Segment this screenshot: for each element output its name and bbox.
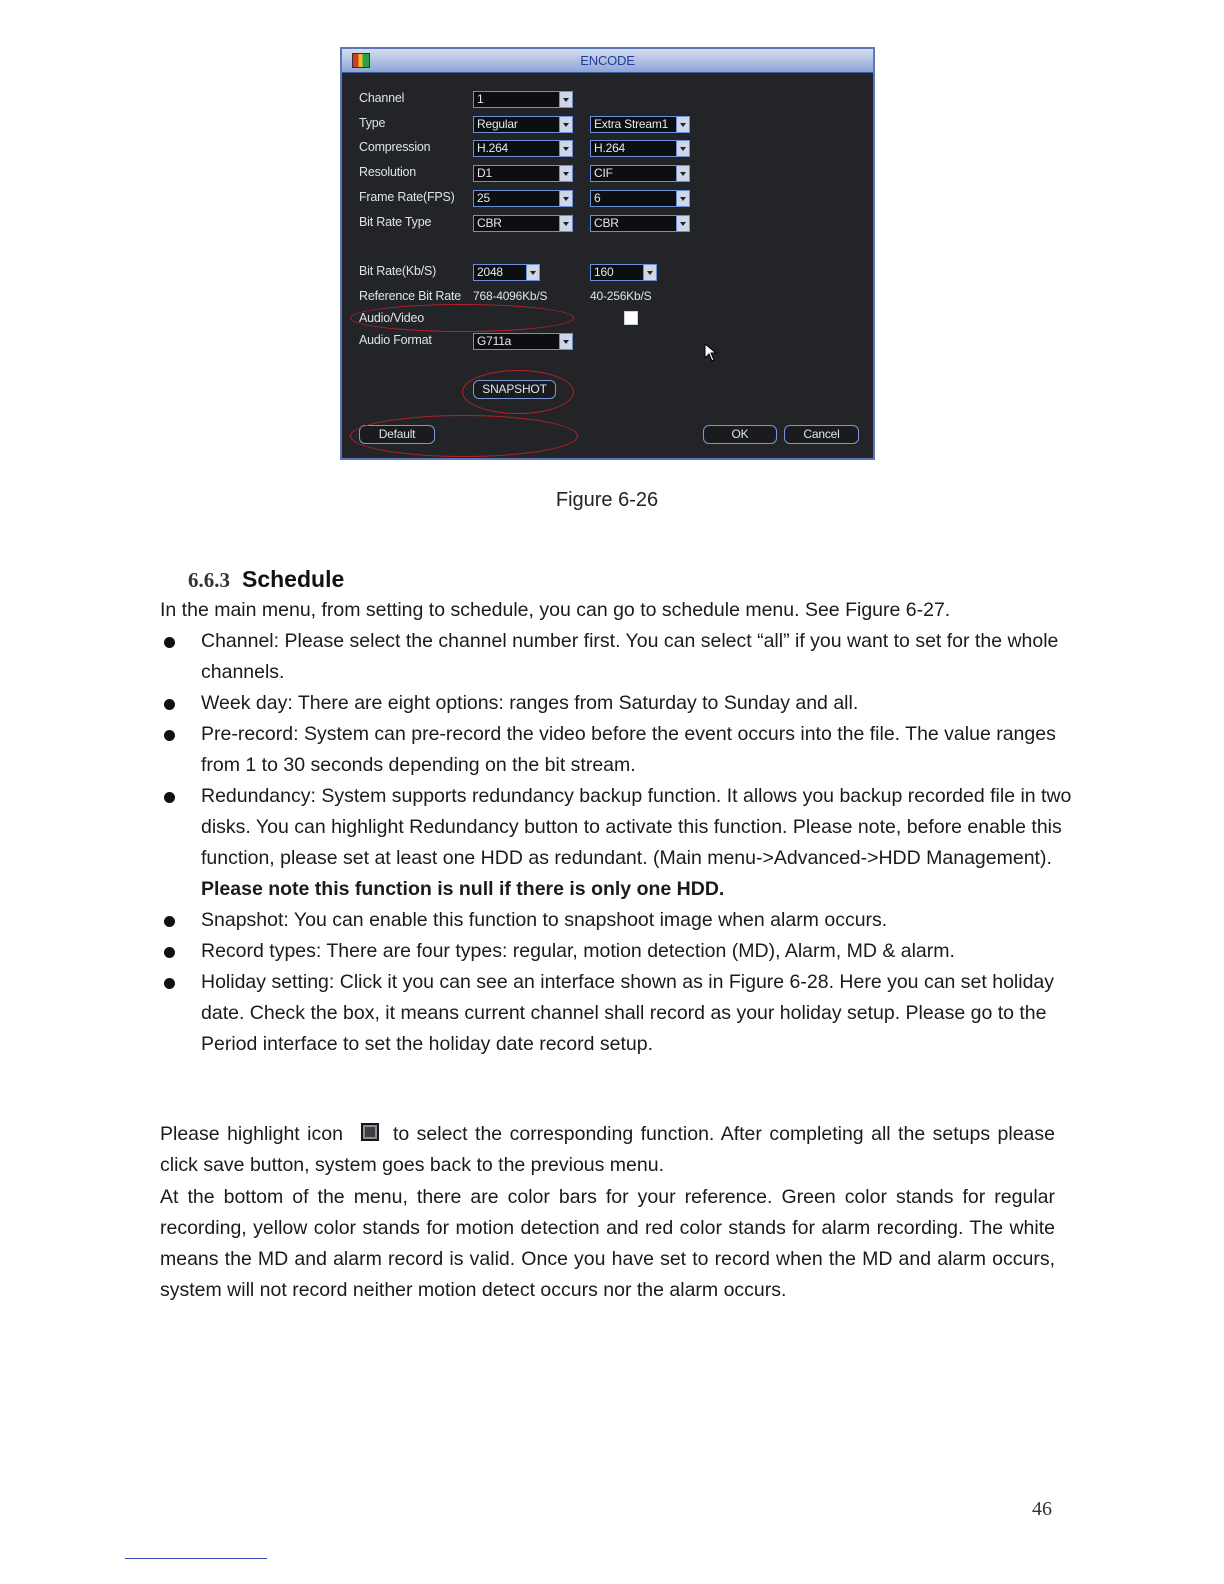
bit-rate-label: Bit Rate(Kb/S) bbox=[359, 264, 437, 278]
frame-rate-select[interactable]: 25 bbox=[473, 190, 573, 207]
default-button[interactable]: Default bbox=[359, 425, 435, 444]
annotation-ellipse bbox=[350, 415, 578, 457]
resolution-select[interactable]: D1 bbox=[473, 165, 573, 182]
extra-resolution-select[interactable]: CIF bbox=[590, 165, 690, 182]
chevron-down-icon bbox=[559, 166, 572, 181]
bullet-list bbox=[160, 626, 1090, 1060]
dialog-title-bar bbox=[342, 49, 873, 73]
frame-rate-label: Frame Rate(FPS) bbox=[359, 190, 455, 204]
select-square-icon bbox=[361, 1123, 379, 1141]
reference-bit-rate-value: 768-4096Kb/S bbox=[473, 289, 548, 303]
highlight-text-after: to select the corresponding function. After completing all the setups please click save button, system goes back to the previous menu. bbox=[160, 1123, 1055, 1176]
dialog-title: ENCODE bbox=[580, 53, 635, 68]
highlight-text-before: Please highlight icon bbox=[160, 1123, 343, 1145]
bit-rate-select[interactable]: 2048 bbox=[473, 264, 540, 281]
annotation-ellipse bbox=[350, 304, 574, 332]
list-item: Record types: There are four types: regular, motion detection (MD), Alarm, MD & alarm. bbox=[160, 936, 1090, 967]
color-bars-paragraph: At the bottom of the menu, there are color bars for your reference. Green color stands for regular recording, yellow color stands for motion detection and red color stands for alarm recording. The white means the MD and alarm record is valid. Once you have set to record when the MD and alarm occurs, system will not record neither motion detect occurs nor the alarm occurs. bbox=[160, 1186, 1055, 1301]
chevron-down-icon bbox=[559, 334, 572, 349]
chevron-down-icon bbox=[559, 117, 572, 132]
bit-rate-type-select[interactable]: CBR bbox=[473, 215, 573, 232]
chevron-down-icon bbox=[676, 166, 689, 181]
chevron-down-icon bbox=[559, 92, 572, 107]
extra-bit-rate-select[interactable]: 160 bbox=[590, 264, 657, 281]
chevron-down-icon bbox=[643, 265, 656, 280]
annotation-ellipse bbox=[462, 370, 574, 414]
channel-label: Channel bbox=[359, 91, 405, 105]
highlight-paragraph bbox=[160, 1119, 1055, 1181]
compression-label: Compression bbox=[359, 140, 431, 154]
redundancy-note: Please note this function is null if there is only one HDD. bbox=[201, 878, 725, 900]
reference-bit-rate-label: Reference Bit Rate bbox=[359, 289, 462, 303]
audio-format-select[interactable]: G711a bbox=[473, 333, 573, 350]
section-heading bbox=[188, 566, 344, 593]
section-number: 6.6.3 bbox=[188, 568, 230, 592]
figure-caption: Figure 6-26 bbox=[555, 489, 659, 511]
redundancy-text: Redundancy: System supports redundancy backup function. It allows you backup recorded file in two disks. You can highlight Redundancy button to activate this function. Please note, before enable this function, please set at least one HDD as redundant. (Main menu->Advanced->HDD Management). bbox=[201, 785, 1072, 869]
chevron-down-icon bbox=[559, 141, 572, 156]
audio-video-label: Audio/Video bbox=[359, 311, 424, 325]
chevron-down-icon bbox=[676, 141, 689, 156]
list-item bbox=[160, 781, 1090, 905]
extra-bit-rate-type-select[interactable]: CBR bbox=[590, 215, 690, 232]
type-label: Type bbox=[359, 116, 386, 130]
chevron-down-icon bbox=[676, 117, 689, 132]
list-item: Pre-record: System can pre-record the video before the event occurs into the file. The value ranges from 1 to 30 seconds depending on the bit stream. bbox=[160, 719, 1090, 781]
page-number: 46 bbox=[1032, 1498, 1052, 1520]
chevron-down-icon bbox=[559, 191, 572, 206]
chevron-down-icon bbox=[559, 216, 572, 231]
section-title: Schedule bbox=[242, 566, 345, 592]
bit-rate-type-label: Bit Rate Type bbox=[359, 215, 432, 229]
intro-paragraph: In the main menu, from setting to schedule, you can go to schedule menu. See Figure 6-27. bbox=[160, 599, 951, 621]
extra-stream-select[interactable]: Extra Stream1 bbox=[590, 116, 690, 133]
chevron-down-icon bbox=[676, 216, 689, 231]
chevron-down-icon bbox=[526, 265, 539, 280]
list-item: Holiday setting: Click it you can see an interface shown as in Figure 6-28. Here you can set holiday date. Check the box, it means current channel shall record as your holiday setup. Please go to the Period interface to set the holiday date record setup. bbox=[160, 967, 1090, 1060]
extra-compression-select[interactable]: H.264 bbox=[590, 140, 690, 157]
encode-dialog bbox=[340, 47, 875, 460]
mouse-pointer-icon bbox=[704, 343, 718, 363]
compression-select[interactable]: H.264 bbox=[473, 140, 573, 157]
cancel-button[interactable]: Cancel bbox=[784, 425, 859, 444]
snapshot-button[interactable]: SNAPSHOT bbox=[473, 380, 556, 399]
channel-select[interactable]: 1 bbox=[473, 91, 573, 108]
chevron-down-icon bbox=[676, 191, 689, 206]
list-item: Snapshot: You can enable this function to snapshoot image when alarm occurs. bbox=[160, 905, 1090, 936]
list-item: Channel: Please select the channel number first. You can select “all” if you want to set for the whole channels. bbox=[160, 626, 1090, 688]
extra-frame-rate-select[interactable]: 6 bbox=[590, 190, 690, 207]
audio-format-label: Audio Format bbox=[359, 333, 432, 347]
type-select[interactable]: Regular bbox=[473, 116, 573, 133]
list-item: Week day: There are eight options: ranges from Saturday to Sunday and all. bbox=[160, 688, 1090, 719]
ok-button[interactable]: OK bbox=[703, 425, 777, 444]
audio-video-checkbox[interactable] bbox=[624, 311, 638, 325]
extra-reference-bit-rate-value: 40-256Kb/S bbox=[590, 289, 652, 303]
resolution-label: Resolution bbox=[359, 165, 417, 179]
footer-rule bbox=[125, 1558, 267, 1559]
